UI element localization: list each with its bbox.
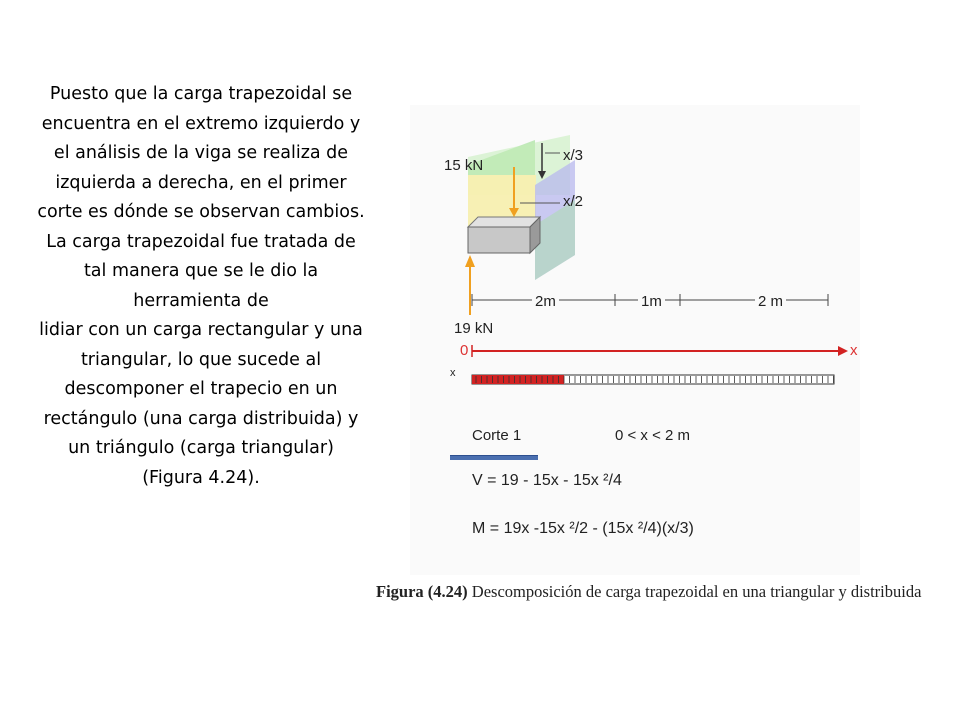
reaction-label: 19 kN: [454, 320, 494, 337]
ruler-red-section: [472, 375, 564, 384]
paragraph-2: La carga trapezoidal fue tratada de tal manera que se le dio la herramienta de: [46, 231, 356, 311]
beam-diagram-graphic: [410, 105, 860, 575]
x-axis-arrow: [838, 346, 848, 356]
moment-equation: M = 19x -15x ²/2 - (15x ²/4)(x/3): [472, 520, 694, 537]
x2-label: x/2: [563, 193, 584, 210]
beam-top: [468, 217, 540, 227]
x-axis-label: x: [850, 342, 858, 359]
figure-caption: [376, 582, 946, 602]
paragraph-3: lidiar con un carga rectangular y una triangular, lo que sucede al descomponer el trapecio en un rectángulo (una carga distribuida) y un triángulo (carga triangular) (Figura 4.24).: [39, 320, 363, 488]
reaction-arrow-head: [465, 255, 475, 267]
body-text: [36, 80, 366, 493]
ruler-x-label: x: [450, 367, 456, 379]
x3-label: x/3: [563, 147, 584, 164]
origin-label: 0: [460, 342, 469, 359]
dim-label-2m: 2m: [532, 293, 559, 310]
corte-label: Corte 1: [472, 427, 522, 444]
beam-segment: [468, 227, 530, 253]
caption-prefix: Figura (4.24): [376, 582, 468, 601]
figure-beam-diagram: [410, 105, 860, 575]
paragraph-1: Puesto que la carga trapezoidal se encuentra en el extremo izquierdo y el análisis de la viga se realiza de izquierda a derecha, en el primer corte es dónde se observan cambios.: [37, 84, 365, 222]
shear-equation: V = 19 - 15x - 15x ²/4: [472, 472, 622, 489]
caption-text: Descomposición de carga trapezoidal en una triangular y distribuida: [467, 582, 922, 601]
range-label: 0 < x < 2 m: [615, 427, 691, 444]
load-label: 15 kN: [444, 157, 484, 174]
blue-underline: [450, 455, 538, 460]
dim-label-2m-b: 2 m: [755, 293, 786, 310]
dim-label-1m: 1m: [638, 293, 665, 310]
